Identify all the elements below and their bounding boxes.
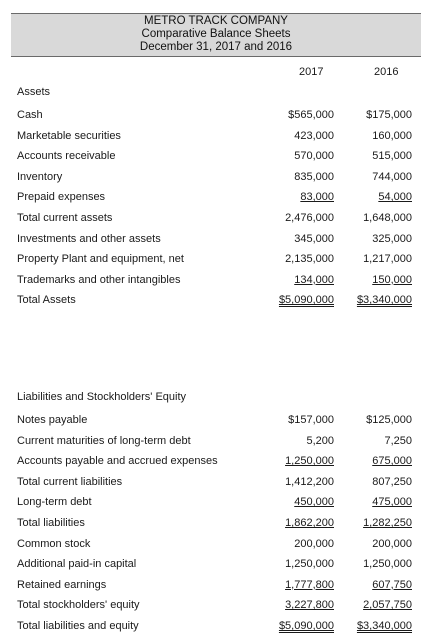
value-2016: 1,648,000: [363, 212, 412, 224]
value-2016: 475,000: [372, 496, 412, 509]
value-2016: 7,250: [384, 434, 412, 447]
value-2016: 1,217,000: [363, 253, 412, 266]
year-column-2016: 2016: [374, 66, 399, 78]
row-label: Common stock: [17, 537, 91, 550]
table-row: [0, 517, 425, 537]
statement-date: December 31, 2017 and 2016: [139, 41, 293, 53]
value-2017: 835,000: [294, 170, 334, 183]
row-label: Accounts receivable: [17, 150, 116, 163]
table-row: [0, 538, 425, 558]
value-2016: $125,000: [366, 414, 412, 426]
row-label: Total current assets: [17, 212, 113, 224]
value-2016: 2,057,750: [363, 599, 412, 612]
section-heading: Liabilities and Stockholders' Equity: [17, 391, 187, 403]
table-row: [0, 558, 425, 578]
value-2017: 1,777,800: [285, 578, 334, 591]
row-label: Investments and other assets: [17, 232, 161, 245]
value-2017: 1,412,200: [285, 475, 334, 488]
row-label: Property Plant and equipment, net: [17, 253, 184, 266]
table-row: [0, 274, 425, 294]
table-row: [0, 130, 425, 150]
row-label: Accounts payable and accrued expenses: [17, 455, 218, 468]
table-row: [0, 150, 425, 170]
table-row: [0, 435, 425, 455]
value-2016: 515,000: [372, 150, 412, 163]
table-row: [0, 109, 425, 129]
value-2017: 570,000: [294, 150, 334, 163]
table-row: [0, 191, 425, 211]
table-row: [0, 171, 425, 191]
value-2016: 1,250,000: [363, 558, 412, 571]
table-row: [0, 476, 425, 496]
row-label: Long-term debt: [17, 496, 92, 509]
value-2017: 3,227,800: [285, 599, 334, 612]
row-label: Current maturities of long-term debt: [17, 434, 191, 447]
value-2017: 423,000: [294, 129, 334, 142]
row-label: Inventory: [17, 170, 63, 183]
value-2016: 607,750: [372, 578, 412, 591]
value-2016: 807,250: [372, 475, 412, 488]
value-2016: $3,340,000: [356, 294, 412, 307]
statement-header: [11, 13, 421, 57]
row-label: Total stockholders' equity: [17, 599, 140, 612]
value-2017: 2,476,000: [285, 212, 334, 224]
value-2016: $175,000: [366, 109, 412, 121]
value-2017: 2,135,000: [285, 253, 334, 266]
value-2017: 345,000: [294, 232, 334, 245]
value-2016: 675,000: [372, 455, 412, 468]
table-row: [0, 212, 425, 232]
table-row: [0, 414, 425, 434]
assets-heading-row: [0, 86, 425, 106]
row-label: Total liabilities: [17, 517, 85, 529]
table-row: [0, 579, 425, 599]
table-row: [0, 294, 425, 314]
value-2016: 325,000: [372, 232, 412, 245]
row-label: Total current liabilities: [17, 475, 123, 488]
statement-title: Comparative Balance Sheets: [141, 28, 291, 40]
value-2017: 200,000: [294, 537, 334, 550]
value-2016: $3,340,000: [356, 620, 412, 632]
value-2016: 54,000: [378, 191, 412, 204]
value-2016: 744,000: [372, 170, 412, 183]
table-row: [0, 455, 425, 475]
year-column-2017: 2017: [299, 66, 324, 78]
table-row: [0, 620, 425, 640]
table-row: [0, 496, 425, 516]
value-2017: $157,000: [288, 414, 334, 426]
value-2016: 1,282,250: [363, 517, 412, 529]
value-2017: 1,250,000: [285, 558, 334, 571]
value-2017: 83,000: [300, 191, 334, 204]
company-name: METRO TRACK COMPANY: [144, 15, 288, 27]
section-heading: Assets: [17, 86, 51, 98]
liabilities-heading-row: [0, 391, 425, 411]
value-2017: $5,090,000: [278, 620, 334, 632]
row-label: Retained earnings: [17, 578, 107, 591]
row-label: Trademarks and other intangibles: [17, 273, 181, 286]
value-2017: 450,000: [294, 496, 334, 509]
row-label: Notes payable: [17, 414, 88, 426]
row-label: Marketable securities: [17, 129, 121, 142]
value-2016: 200,000: [372, 537, 412, 550]
value-2017: 134,000: [294, 273, 334, 286]
row-label: Prepaid expenses: [17, 191, 106, 204]
value-2017: 5,200: [306, 434, 334, 447]
value-2017: $565,000: [288, 109, 334, 121]
value-2017: 1,250,000: [285, 455, 334, 468]
table-row: [0, 233, 425, 253]
value-2016: 160,000: [372, 129, 412, 142]
row-label: Cash: [17, 109, 43, 121]
row-label: Total Assets: [17, 294, 76, 307]
row-label: Total liabilities and equity: [17, 620, 139, 632]
table-row: [0, 599, 425, 619]
value-2016: 150,000: [372, 273, 412, 286]
value-2017: $5,090,000: [278, 294, 334, 307]
row-label: Additional paid-in capital: [17, 558, 137, 571]
value-2017: 1,862,200: [285, 517, 334, 529]
table-row: [0, 253, 425, 273]
